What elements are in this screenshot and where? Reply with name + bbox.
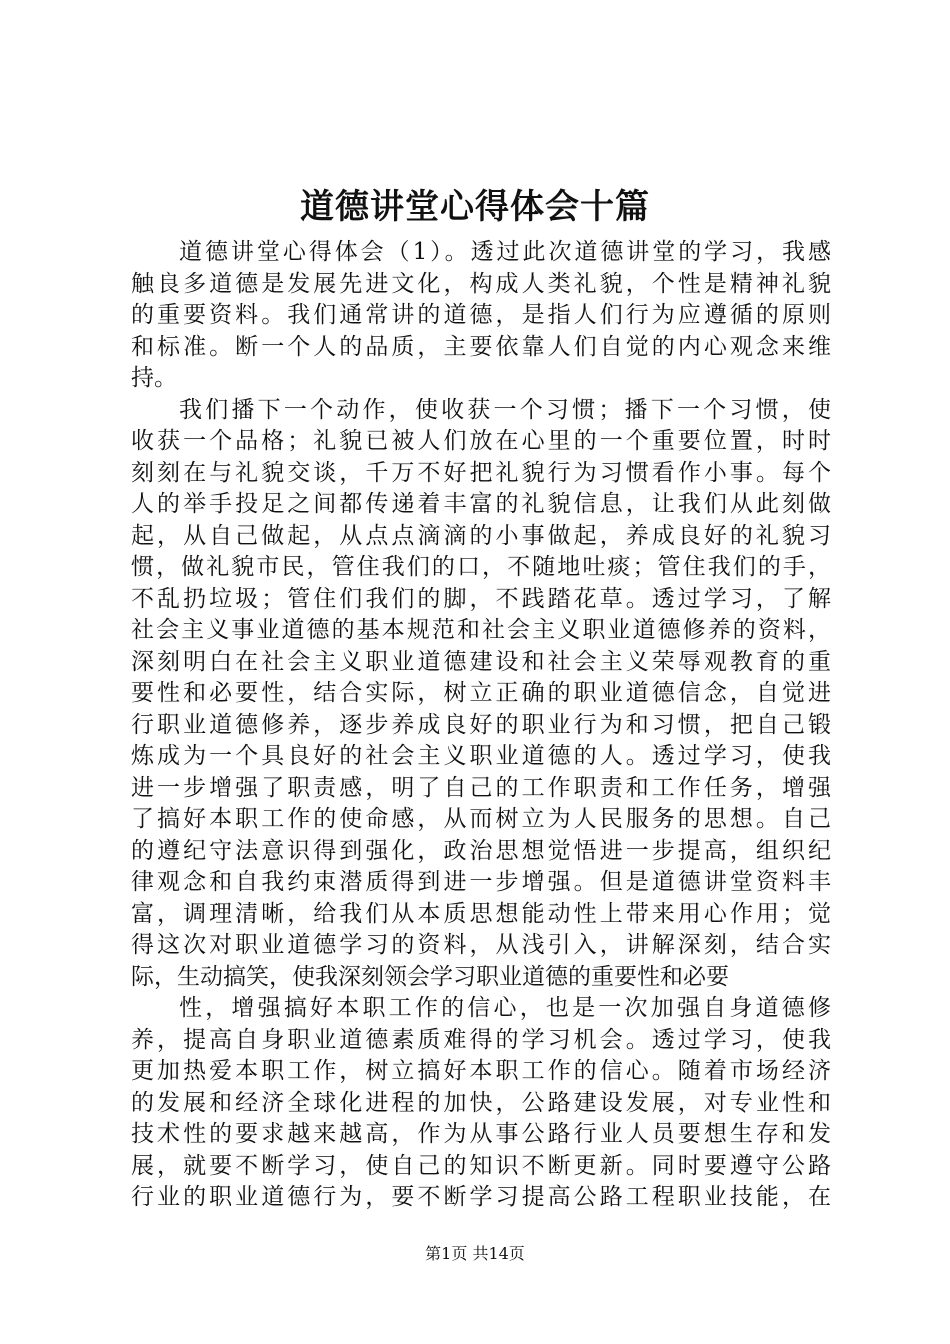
document-body (131, 237, 831, 1214)
text-line: 我们播下一个动作，使收获一个习惯；播下一个习惯，使 (179, 396, 831, 423)
text-line: 性，增强搞好本职工作的信心，也是一次加强自身道德修 (179, 995, 831, 1021)
text-line: 的重要资料。我们通常讲的道德，是指人们行为应遵循的原则 (131, 302, 831, 328)
document-title: 道德讲堂心得体会十篇 (300, 187, 650, 227)
page-footer: 第1页 共14页 (425, 1244, 525, 1263)
text-line: 行职业道德修养，逐步养成良好的职业行为和习惯，把自己锻 (131, 711, 831, 738)
text-line: 惯，做礼貌市民，管住我们的口，不随地吐痰；管住我们的手， (131, 554, 831, 580)
text-line: 行业的职业道德行为，要不断学习提高公路工程职业技能，在 (131, 1184, 831, 1210)
text-line: 要性和必要性，结合实际，树立正确的职业道德信念，自觉进 (131, 680, 831, 706)
text-line: 刻刻在与礼貌交谈，千万不好把礼貌行为习惯看作小事。每个 (131, 459, 831, 486)
text-line: 社会主义事业道德的基本规范和社会主义职业道德修养的资料， (131, 617, 831, 643)
text-line: 技术性的要求越来越高，作为从事公路行业人员要想生存和发 (131, 1121, 831, 1147)
text-line: 持。 (131, 365, 177, 391)
text-line: 际，生动搞笑，使我深刻领会学习职业道德的重要性和必要 (131, 963, 729, 990)
text-line: 和标准。断一个人的品质，主要依靠人们自觉的内心观念来维 (131, 333, 831, 360)
text-line: 更加热爱本职工作，树立搞好本职工作的信心。随着市场经济 (131, 1058, 831, 1084)
text-line: 道德讲堂心得体会（1）。透过此次道德讲堂的学习，我感 (179, 239, 831, 265)
text-line: 炼成为一个具良好的社会主义职业道德的人。透过学习，使我 (131, 743, 831, 769)
text-line: 的遵纪守法意识得到强化，政治思想觉悟进一步提高，组织纪 (131, 837, 831, 864)
text-line: 起，从自己做起，从点点滴滴的小事做起，养成良好的礼貌习 (131, 522, 831, 549)
text-line: 不乱扔垃圾；管住们我们的脚，不践踏花草。透过学习，了解 (131, 585, 831, 612)
text-line: 触良多道德是发展先进文化，构成人类礼貌，个性是精神礼貌 (131, 270, 831, 297)
text-line: 律观念和自我约束潜质得到进一步增强。但是道德讲堂资料丰 (131, 869, 831, 895)
text-line: 的发展和经济全球化进程的加快，公路建设发展，对专业性和 (131, 1089, 831, 1116)
text-line: 进一步增强了职责感，明了自己的工作职责和工作任务，增强 (131, 774, 831, 801)
text-line: 富，调理清晰，给我们从本质思想能动性上带来用心作用；觉 (131, 900, 831, 927)
text-line: 得这次对职业道德学习的资料，从浅引入，讲解深刻，结合实 (131, 932, 831, 958)
text-line: 收获一个品格；礼貌已被人们放在心里的一个重要位置，时时 (131, 428, 831, 454)
text-line: 展，就要不断学习，使自己的知识不断更新。同时要遵守公路 (131, 1152, 831, 1179)
text-line: 深刻明白在社会主义职业道德建设和社会主义荣辱观教育的重 (131, 648, 831, 675)
text-line: 养，提高自身职业道德素质难得的学习机会。透过学习，使我 (131, 1026, 831, 1053)
text-line: 人的举手投足之间都传递着丰富的礼貌信息，让我们从此刻做 (131, 491, 831, 517)
text-line: 了搞好本职工作的使命感，从而树立为人民服务的思想。自己 (131, 806, 831, 832)
